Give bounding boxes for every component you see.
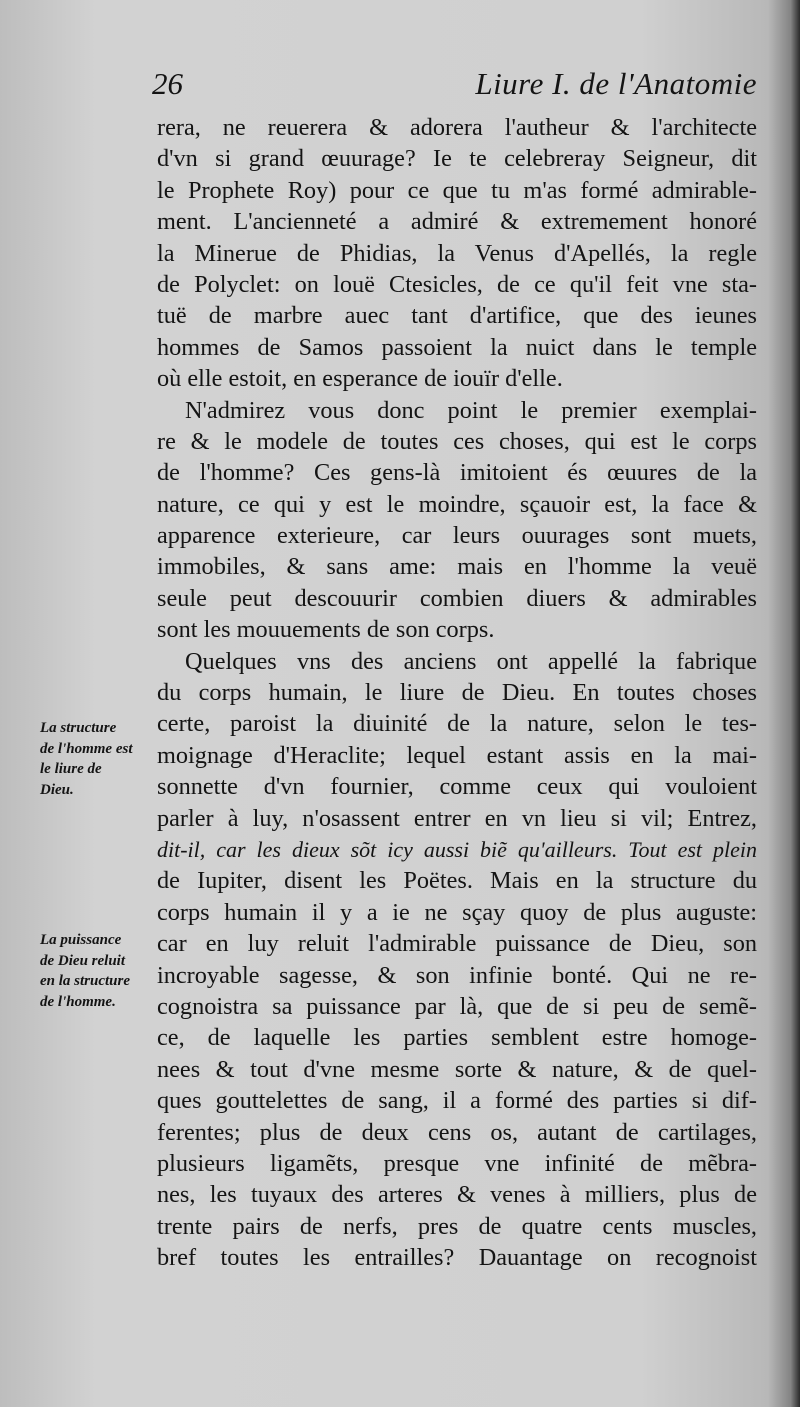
text-line: ment. L'ancienneté a admiré & extremement honoré — [157, 208, 757, 236]
text-line: la Minerue de Phidias, la Venus d'Apellés, la regle — [157, 239, 757, 267]
text-line: cognoistra sa puissance par là, que de si peu de semẽ- — [157, 992, 757, 1020]
text-line: parler à luy, n'osassent entrer en vn lieu si vil; Entrez, — [157, 804, 757, 832]
margin-note-line: en la structure — [40, 973, 131, 989]
margin-note-line: de l'homme. — [40, 993, 116, 1010]
text-line: car en luy reluit l'admirable puissance de Dieu, son — [157, 930, 757, 958]
text-line: hommes de Samos passoient la nuict dans le temple — [157, 333, 757, 361]
text-line: N'admirez vous donc point le premier exemplai- — [185, 396, 757, 424]
text-line: tuë de marbre auec tant d'artifice, que des ieunes — [157, 302, 757, 330]
text-line: de Polyclet: on louë Ctesicles, de ce qu'il feit vne sta- — [157, 270, 757, 298]
text-line: corps humain il y a ie ne sçay quoy de plus auguste: — [157, 898, 757, 926]
margin-note-line: La structure — [40, 720, 117, 736]
text-line: sont les mouuements de son corps. — [157, 616, 495, 644]
text-line: de Iupiter, disent les Poëtes. Mais en la structure du — [157, 867, 757, 895]
page-number: 26 — [152, 66, 183, 101]
text-line: re & le modele de toutes ces choses, qui est le corps — [157, 427, 757, 455]
text-line: certe, paroist la diuinité de la nature, selon le tes- — [157, 710, 757, 738]
text-line: nes, les tuyaux des arteres & venes à milliers, plus de — [157, 1181, 757, 1209]
text-line: nature, ce qui y est le moindre, sçauoir est, la face & — [157, 490, 757, 518]
margin-note-line: de Dieu reluit — [40, 952, 125, 969]
text-line: sonnette d'vn fournier, comme ceux qui vouloient — [157, 773, 757, 801]
text-line: où elle estoit, en esperance de iouïr d'elle. — [157, 365, 563, 393]
text-line: ferentes; plus de deux cens os, autant de cartilages, — [157, 1118, 757, 1146]
text-line: de l'homme? Ces gens-là imitoient és œuures de la — [157, 459, 757, 487]
text-line: moignage d'Heraclite; lequel estant assis en la mai- — [157, 741, 757, 769]
margin-note-line: La puissance — [40, 932, 122, 948]
text-line: plusieurs ligamẽts, presque vne infinité de mẽbra- — [157, 1149, 757, 1177]
text-line: Quelques vns des anciens ont appellé la fabrique — [185, 647, 757, 675]
text-line: bref toutes les entrailles? Dauantage on recognoist — [157, 1244, 757, 1272]
page-edge-shadow — [790, 0, 800, 1407]
text-line: le Prophete Roy) pour ce que tu m'as formé admirable- — [157, 176, 757, 204]
text-line: dit-il, car les dieux sõt icy aussi biẽ qu'ailleurs. Tout est plein — [157, 836, 757, 862]
text-line: ce, de laquelle les parties semblent estre homoge- — [157, 1024, 757, 1052]
margin-note-line: Dieu. — [40, 781, 74, 798]
text-line: incroyable sagesse, & son infinie bonté. Qui ne re- — [157, 961, 757, 989]
text-line: trente pairs de nerfs, pres de quatre cents muscles, — [157, 1212, 757, 1240]
text-line: rera, ne reuerera & adorera l'autheur & l'architecte — [157, 114, 757, 141]
margin-note-line: le liure de — [40, 761, 102, 777]
text-line: du corps humain, le liure de Dieu. En toutes choses — [157, 679, 757, 707]
text-line: nees & tout d'vne mesme sorte & nature, & de quel- — [157, 1055, 757, 1083]
running-head: Liure I. de l'Anatomie — [475, 66, 757, 101]
margin-note-power — [40, 930, 158, 1012]
page-header — [152, 66, 757, 106]
text-line: immobiles, & sans ame: mais en l'homme la veuë — [157, 553, 757, 581]
margin-note-structure — [40, 718, 158, 800]
text-line: apparence exterieure, car leurs ouurages sont muets, — [157, 522, 757, 550]
text-line: seule peut descouurir combien diuers & admirables — [157, 584, 757, 612]
text-line: ques gouttelettes de sang, il a formé des parties si dif- — [157, 1087, 757, 1115]
body-text — [157, 112, 757, 1273]
text-line: d'vn si grand œuurage? Ie te celebreray Seigneur, dit — [157, 145, 757, 173]
margin-note-line: de l'homme est — [40, 740, 133, 757]
